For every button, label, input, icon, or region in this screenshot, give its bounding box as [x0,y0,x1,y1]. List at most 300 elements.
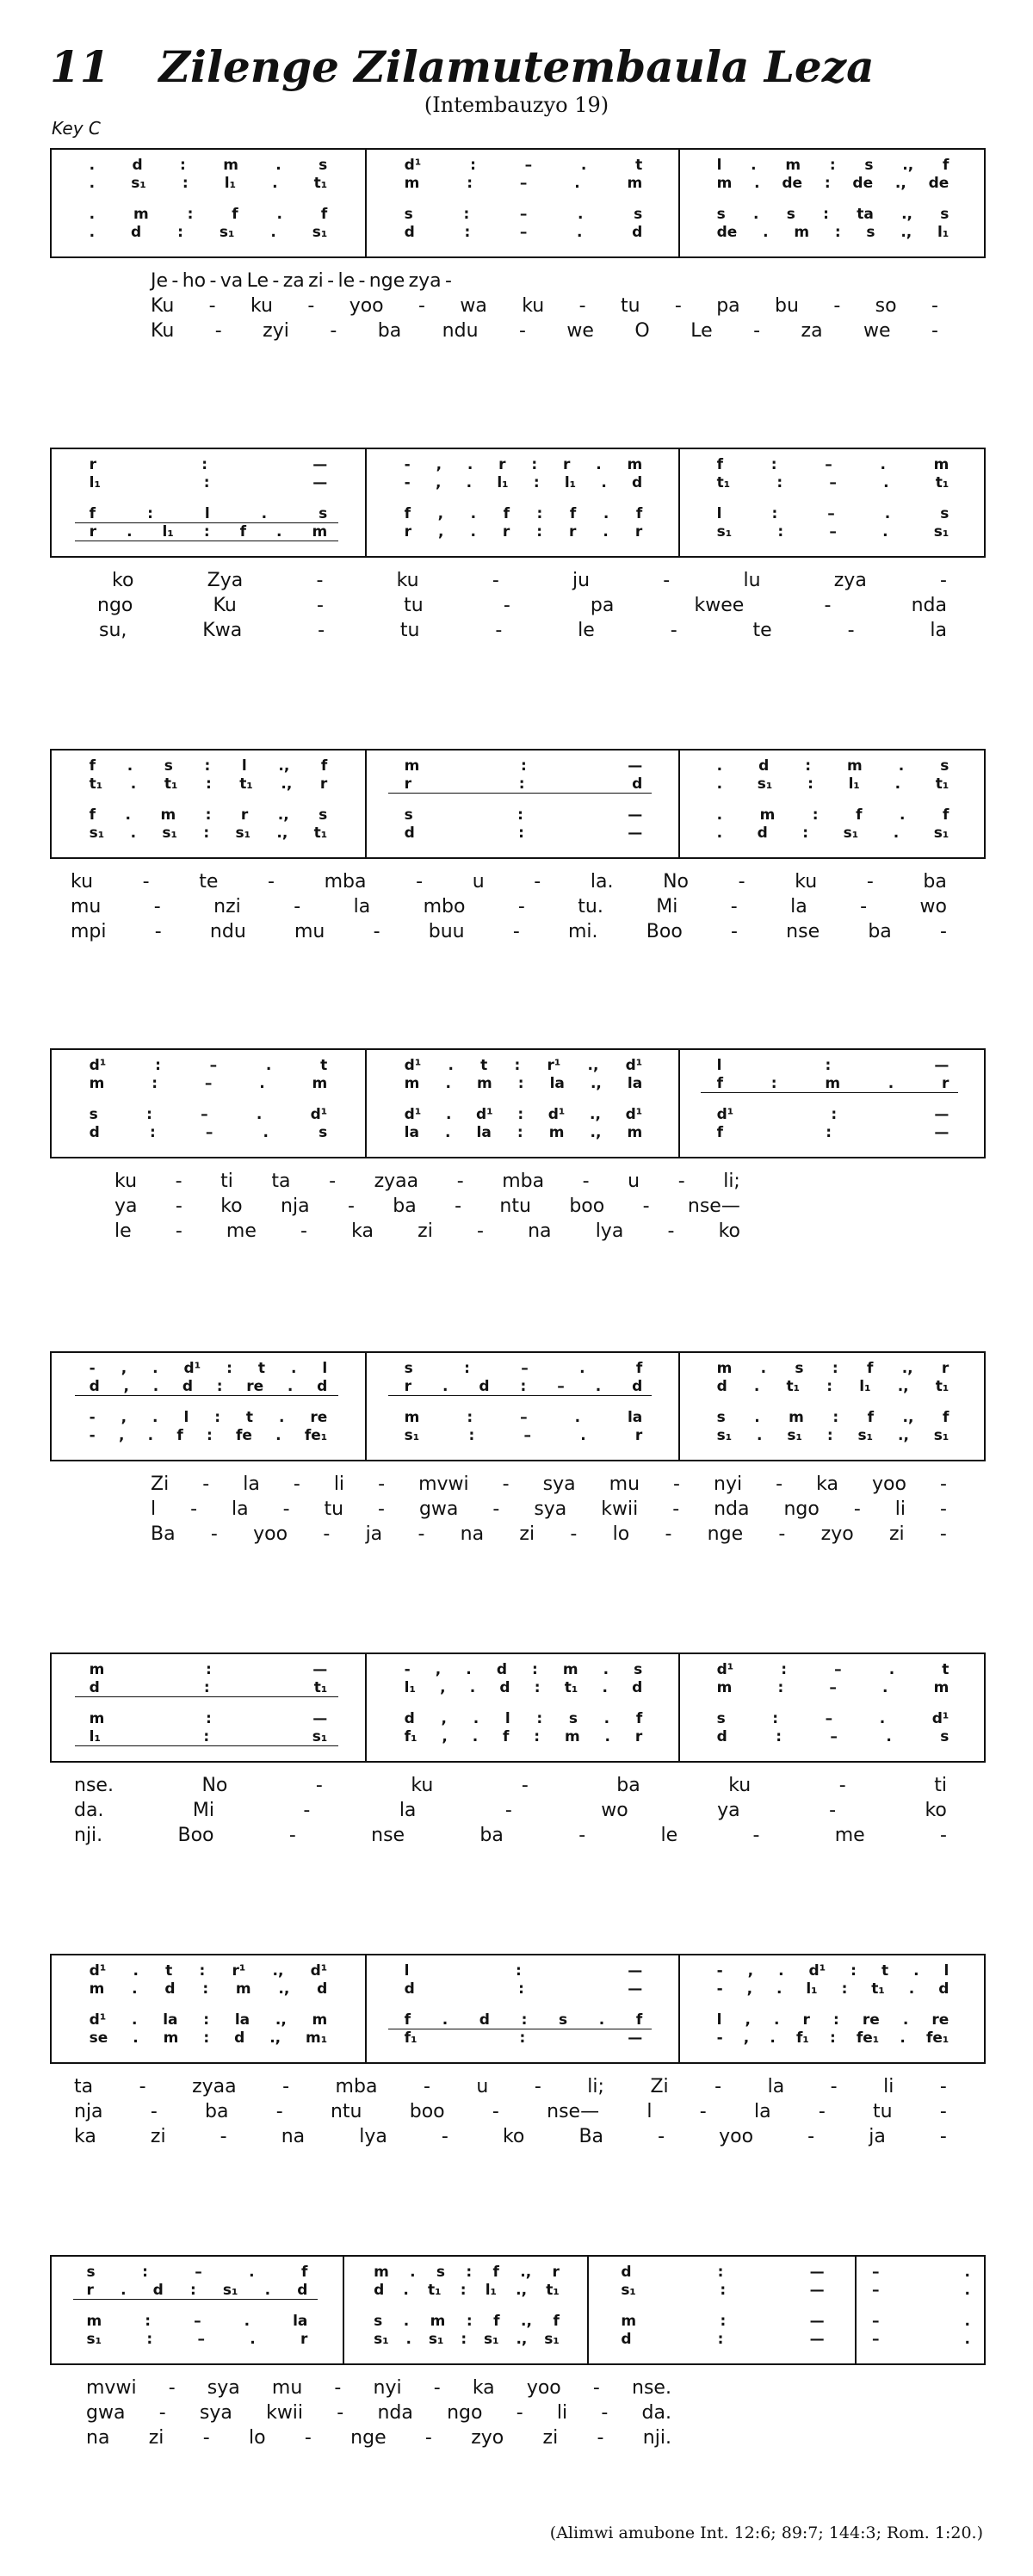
solfa-note: s₁ [222,2282,238,2299]
measure [52,2257,343,2363]
voice-part-notes [90,1980,328,1998]
lyric-syllable: ku [411,1775,434,1796]
lyric-syllable: za [801,320,823,342]
lyric-syllable: zi [542,2427,559,2449]
solfa-note: r [569,523,577,541]
music-system [50,1048,986,1158]
solfa-note: . [290,1360,297,1377]
solfa-note: la [627,1409,643,1426]
solfa-note: – [557,1378,565,1395]
solfa-note: f [569,505,577,522]
solfa-note: . [89,206,96,223]
voice-part-notes [405,157,643,174]
solfa-note: , [441,1710,447,1727]
lyric-syllable: - [275,2101,283,2122]
solfa-note: . [276,523,282,541]
solfa-note: f [635,2011,643,2029]
solfa-note: – [872,2331,880,2348]
voice-part-notes [405,1710,643,1727]
lyric-syllable: - [592,2377,600,2399]
lyric-syllable: - [534,2076,541,2097]
solfa-note: – [201,1106,208,1123]
lyric-syllable: le [578,620,595,641]
lyric-syllable: - [358,270,366,292]
solfa-note: : [829,2029,836,2047]
solfa-note: : [777,1679,784,1696]
lyric-syllable: me [226,1220,257,1242]
voice-part-notes [405,1980,643,1998]
solfa-note: . [264,2282,271,2299]
solfa-note: , [743,2029,750,2047]
solfa-note: l [716,1057,722,1074]
solfa-note: — [312,456,328,473]
solfa-note: m [789,1409,804,1426]
voice-part-notes [717,757,949,775]
solfa-note: . [753,1378,760,1395]
hymn-number: 11 [50,41,110,92]
lyric-line [151,1498,947,1523]
solfa-note: : [147,505,153,522]
solfa-note: d [89,1124,100,1141]
solfa-note: d [757,825,768,842]
lyric-syllable: sya [207,2377,240,2399]
solfa-note: r [89,523,97,541]
solfa-note: f [866,1360,874,1377]
solfa-note: : [770,1075,777,1092]
lyric-syllable: ku [114,1171,138,1192]
voice-part-notes [90,523,328,541]
solfa-note: – [829,474,837,491]
voice-part-notes [90,1409,328,1426]
lyric-line [114,1220,740,1245]
lyric-syllable: - [378,1473,386,1495]
lyric-syllable: li [333,1473,345,1495]
solfa-note: . [900,806,906,824]
solfa-note: : [467,175,473,192]
lyric-line [112,570,947,594]
lyric-syllable: - [214,320,222,342]
solfa-note: : [781,1661,788,1678]
solfa-note: . [964,2264,970,2281]
voice-part-notes [90,806,328,824]
solfa-note: m [374,2264,389,2281]
solfa-note: — [628,825,643,842]
solfa-note: t₁ [239,775,253,793]
solfa-note: : [516,1124,523,1141]
lyric-syllable: la [243,1473,260,1495]
solfa-note: r [404,1378,412,1395]
voice-part-notes [717,1728,949,1745]
solfa-note: de [782,175,803,192]
lyric-syllable: u [472,871,485,893]
voice-part-notes [405,224,643,241]
lyric-syllable: - [202,2427,210,2449]
solfa-note: t₁ [935,474,949,491]
lyric-syllable: l [646,2101,653,2122]
solfa-note: - [89,1409,96,1426]
solfa-note: . [466,1661,472,1678]
lyric-syllable: Ba [151,1523,176,1545]
solfa-note: : [514,1057,521,1074]
voice-part-notes [90,2029,328,2047]
solfa-note: m [716,1679,733,1696]
solfa-note: . [580,157,587,174]
solfa-note: f [89,806,96,824]
voice-part-notes [90,757,328,775]
slur-line [701,1092,957,1093]
lyric-syllable: nse. [632,2377,671,2399]
lyric-syllable: Boo [177,1825,214,1846]
lyric-syllable: ko [112,570,134,591]
solfa-note: f [320,757,328,775]
solfa-note: . [716,825,723,842]
solfa-note: re [246,1378,264,1395]
voice-part-notes [872,2264,970,2281]
solfa-note: s [89,1106,98,1123]
measure [678,150,986,256]
solfa-note: t [320,1057,328,1074]
solfa-note: . [603,1710,610,1727]
lyric-syllable: - [642,1195,650,1217]
lyric-syllable: la [930,620,947,641]
solfa-note: . [763,224,769,241]
solfa-note: , [747,1962,754,1980]
solfa-note: — [628,1980,643,1998]
solfa-note: d [758,757,770,775]
solfa-note: . [574,1409,581,1426]
solfa-note: . [132,2011,138,2029]
solfa-note: d [374,2282,385,2299]
lyric-syllable: Zi [650,2076,669,2097]
solfa-note: r [404,523,412,541]
lyric-line [114,1171,740,1195]
lyric-line [86,2402,671,2426]
solfa-note: s₁ [933,523,949,541]
lyric-syllable: - [330,320,337,342]
solfa-note: . [964,2282,970,2299]
solfa-note: s₁ [757,775,773,793]
voice-part-notes [717,1962,949,1980]
solfa-note: — [628,757,643,775]
solfa-note: m [825,1075,841,1092]
voice-part-notes [90,474,328,491]
solfa-note: ., [590,1106,601,1123]
lyric-line [151,1473,947,1498]
voice-part-notes [621,2313,824,2330]
lyric-syllable: - [939,2126,947,2147]
lyric-syllable: gwa [86,2402,126,2424]
solfa-note: s₁ [716,1427,733,1444]
solfa-note: . [442,2011,448,2029]
lyric-syllable: ko [502,2126,525,2147]
solfa-note: s₁ [219,224,235,241]
solfa-note: t₁ [935,1378,949,1395]
lyric-syllable: - [323,1523,331,1545]
music-system [50,749,986,859]
solfa-note: t₁ [313,175,328,192]
solfa-note: – [872,2282,880,2299]
measure [678,1955,986,2062]
solfa-note: la [293,2313,308,2330]
measure [343,2257,589,2363]
lyric-syllable: kwii [266,2402,304,2424]
voice-part-notes [90,1962,328,1980]
solfa-note: . [256,1106,263,1123]
solfa-note: ., [587,1057,599,1074]
solfa-note: d¹ [89,1962,107,1980]
solfa-note: s₁ [235,825,251,842]
voice-part-notes [717,523,949,541]
solfa-note: . [879,1710,886,1727]
lyric-syllable: bu [775,295,799,317]
lyric-syllable: ju [572,570,591,591]
solfa-note: l [504,1710,510,1727]
lyric-syllable: ka [74,2126,96,2147]
lyric-syllable: - [860,896,868,917]
voice-part-notes [717,206,949,223]
lyric-syllable: mba [324,871,367,893]
solfa-note: . [760,1360,767,1377]
voice-part-notes [405,1075,643,1092]
lyric-syllable: li [894,1498,906,1520]
solfa-note: : [203,1679,210,1696]
lyric-syllable: li; [587,2076,604,2097]
solfa-note: d [164,1980,176,1998]
lyric-syllable: - [171,270,179,292]
solfa-note: . [751,157,757,174]
solfa-note: l₁ [89,1728,101,1745]
voice-part-notes [90,2011,328,2029]
solfa-note: s [634,1661,643,1678]
solfa-note: – [519,224,528,241]
solfa-note: ., [894,175,906,192]
solfa-note: t [635,157,643,174]
solfa-note: s [164,757,173,775]
solfa-note: , [435,1661,442,1678]
solfa-note: : [464,1360,470,1377]
solfa-note: ., [590,1075,602,1092]
solfa-note: d [317,1980,328,1998]
solfa-note: : [518,775,525,793]
solfa-note: , [437,505,444,522]
lyric-syllable: li; [723,1171,740,1192]
solfa-note: — [934,1057,949,1074]
solfa-note: f [404,2011,411,2029]
solfa-note: . [580,1427,586,1444]
solfa-note: . [445,1106,452,1123]
solfa-note: : [205,806,212,824]
solfa-note: t₁ [89,775,103,793]
lyric-syllable: ngo [447,2402,483,2424]
lyric-syllable: - [347,1195,355,1217]
solfa-note: t₁ [428,2282,442,2299]
solfa-note: – [872,2264,880,2281]
lyric-syllable: nyi [714,1473,743,1495]
solfa-note: d [152,2282,164,2299]
solfa-note: f [301,2264,308,2281]
measure [678,1353,986,1460]
solfa-note: s [319,505,328,522]
solfa-note: , [745,2011,751,2029]
voice-part-notes [717,1057,949,1074]
lyric-syllable: va [220,270,244,292]
lyric-syllable: - [334,2377,342,2399]
solfa-note: f [493,2313,500,2330]
solfa-note: l₁ [859,1378,871,1395]
measure [678,449,986,556]
lyric-syllable: ku [795,871,818,893]
solfa-note: r [89,456,97,473]
lyric-syllable: - [674,295,682,317]
lyric-syllable: ho [182,270,207,292]
solfa-note: r [634,1728,643,1745]
solfa-note: : [777,523,784,541]
solfa-note: m [163,2029,179,2047]
solfa-note: m [133,206,149,223]
solfa-note: – [519,206,528,223]
solfa-note: m [89,1661,105,1678]
voice-part-notes [90,1710,328,1727]
solfa-note: : [518,1980,524,1998]
voice-part-notes [405,523,643,541]
lyric-syllable: - [175,1171,182,1192]
voice-part-notes [717,456,949,473]
lyric-syllable: Zi [151,1473,170,1495]
lyric-syllable: Zya [207,570,244,591]
lyric-syllable: mba [335,2076,378,2097]
solfa-note: . [578,206,584,223]
solfa-note: d [131,224,142,241]
lyric-syllable: da. [74,1800,104,1821]
solfa-note: : [812,806,819,824]
lyric-syllable: tu [399,620,420,641]
solfa-note: : [518,825,524,842]
solfa-note: s₁ [621,2282,636,2299]
solfa-note: , [436,456,442,473]
lyric-syllable: - [597,2427,604,2449]
lyric-syllable: ya [114,1195,138,1217]
solfa-note: d¹ [476,1106,493,1123]
solfa-note: . [716,806,723,824]
solfa-note: m [933,456,949,473]
measure [52,751,365,857]
solfa-note: : [203,825,210,842]
lyric-syllable: nda [714,1498,750,1520]
lyric-syllable: za [282,270,305,292]
solfa-note: f [89,757,96,775]
solfa-note: fe₁ [925,2029,949,2047]
solfa-note: la [476,1124,492,1141]
solfa-note: r [319,775,328,793]
lyric-syllable: - [677,1171,685,1192]
solfa-note: : [204,757,211,775]
solfa-note: de [716,224,738,241]
solfa-note: r [942,1075,949,1092]
lyric-syllable: - [833,295,841,317]
solfa-note: : [831,1106,838,1123]
slur-line [75,522,338,523]
voice-part-notes [621,2282,824,2299]
solfa-note: l₁ [485,2282,498,2299]
solfa-note: : [203,523,210,541]
solfa-note: r [498,456,506,473]
lyric-syllable: zi [148,2427,164,2449]
lyric-syllable: la [399,1800,417,1821]
solfa-note: s [786,206,795,223]
solfa-note: s [716,1710,726,1727]
solfa-note: . [403,2282,409,2299]
solfa-note: : [199,1962,206,1980]
key-signature: Key C [52,118,101,139]
measure [678,751,986,857]
voice-part-notes [717,224,949,241]
solfa-note: : [206,1427,213,1444]
lyric-syllable: - [316,570,324,591]
voice-part-notes [717,1710,949,1727]
solfa-note: : [214,1409,220,1426]
lyric-syllable: - [492,1498,500,1520]
voice-part-notes [717,806,949,824]
solfa-note: s₁ [131,175,146,192]
solfa-note: s [864,157,874,174]
solfa-note: – [194,2313,201,2330]
lyric-syllable: yoo [872,1473,906,1495]
lyric-syllable: mvwi [418,1473,469,1495]
lyric-syllable: buu [428,921,465,942]
solfa-note: — [312,474,328,491]
solfa-note: : [146,1106,152,1123]
lyric-syllable: zi [150,2126,166,2147]
lyric-syllable: mpi [71,921,107,942]
lyric-syllable: nse— [547,2101,600,2122]
lyric-syllable: mvwi [86,2377,137,2399]
solfa-note: . [716,775,723,793]
voice-part-notes [872,2331,970,2348]
solfa-note: m [785,157,801,174]
lyric-syllable: No [663,871,689,893]
voice-part-notes [405,2029,643,2047]
lyric-syllable: - [939,1498,947,1520]
measure [52,1353,365,1460]
solfa-note: . [405,2331,411,2348]
solfa-note: ., [281,775,293,793]
lyric-syllable: - [517,896,525,917]
solfa-note: . [770,2029,776,2047]
solfa-note: – [829,523,837,541]
lyric-syllable: zya [408,270,442,292]
lyric-syllable: we [566,320,594,342]
solfa-note: t [257,1360,266,1377]
solfa-note: r [404,775,412,793]
lyric-syllable: ta [271,1171,291,1192]
solfa-note: ., [897,1427,909,1444]
solfa-note: f [553,2313,560,2330]
solfa-note: . [89,157,96,174]
lyric-syllable: ja [869,2126,886,2147]
solfa-note: ., [520,2264,532,2281]
voice-part-notes [405,1409,643,1426]
solfa-note: r [300,2331,308,2348]
lyric-syllable: nge [368,270,405,292]
solfa-note: , [440,1679,446,1696]
solfa-note: . [244,2313,251,2330]
solfa-note: : [149,1124,156,1141]
solfa-note: l₁ [806,1980,818,1998]
lyric-syllable: - [139,2076,146,2097]
voice-part-notes [405,474,643,491]
solfa-note: - [404,1661,411,1678]
measure [52,150,365,256]
